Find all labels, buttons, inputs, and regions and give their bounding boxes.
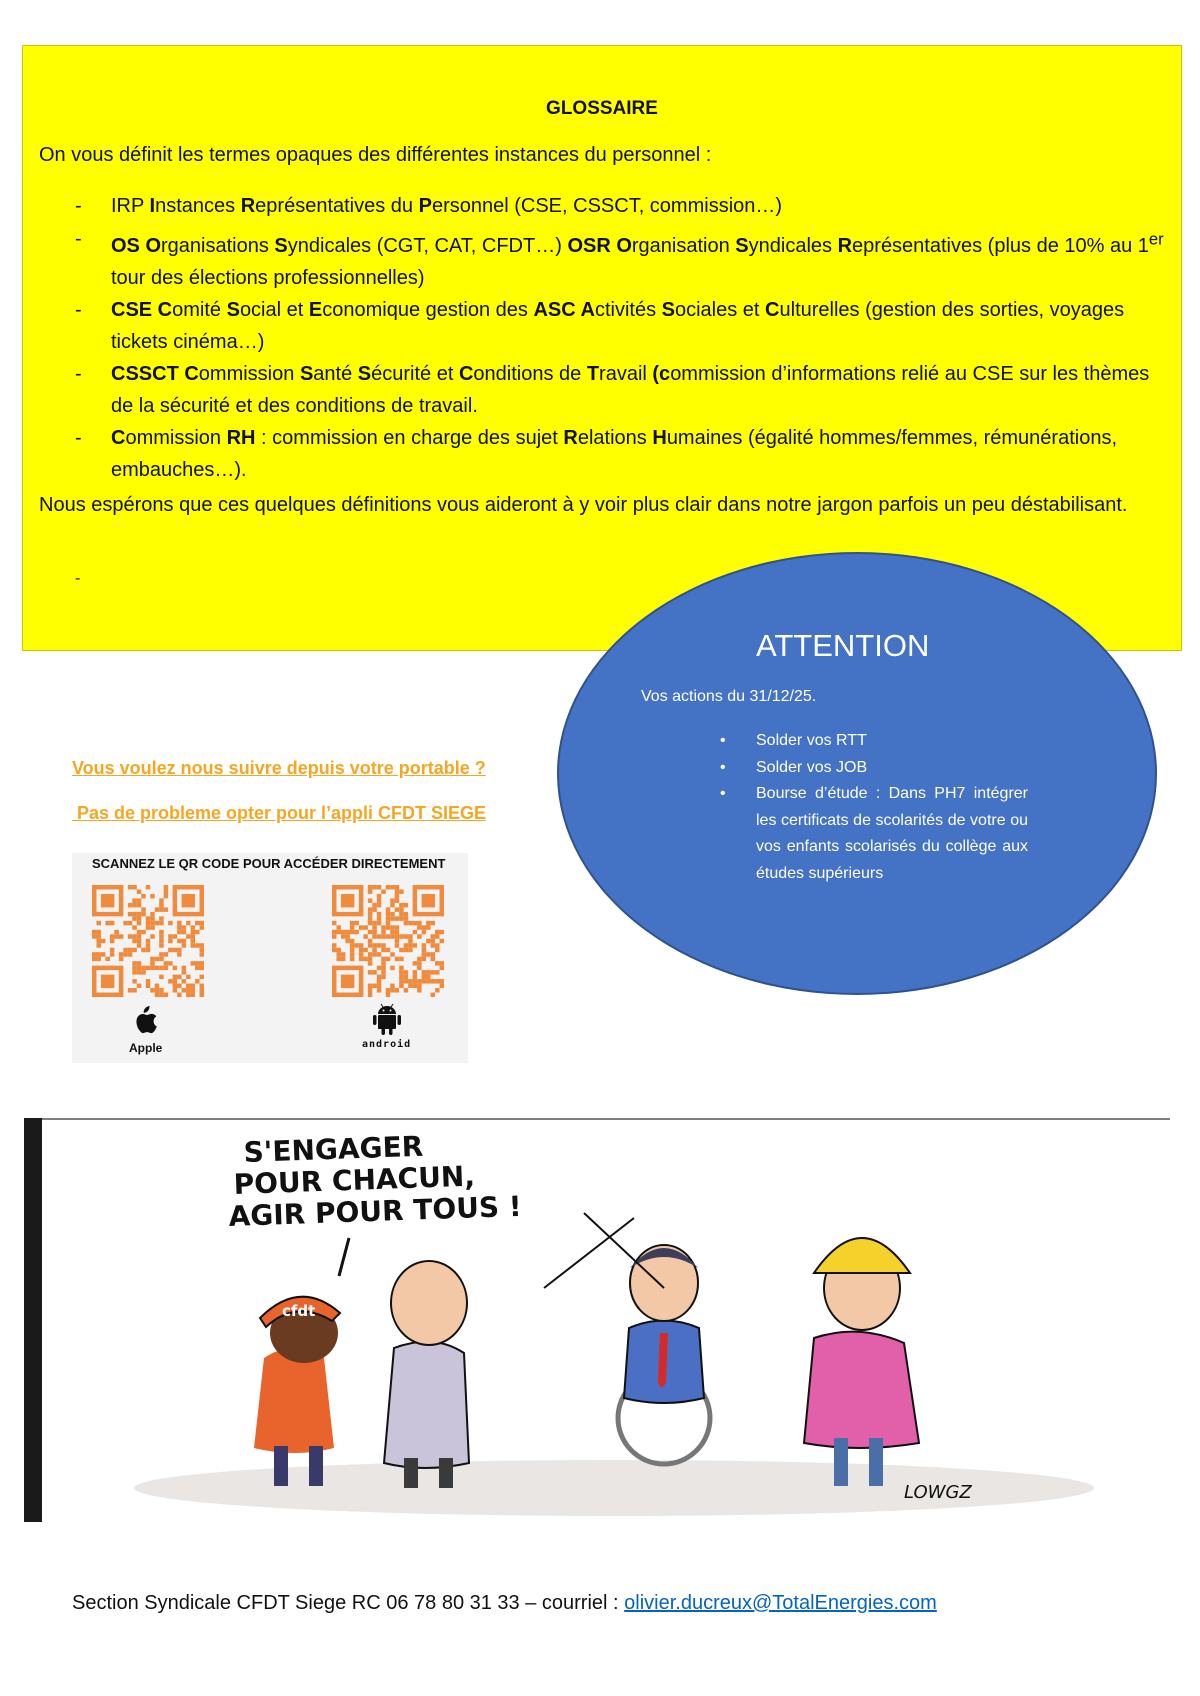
glossary-empty-bullet: - [75,570,81,587]
speech-line-1: S'ENGAGER [243,1129,424,1169]
android-icon [371,1003,403,1037]
character-hardhat-woman [804,1238,919,1486]
glossary-list [39,191,1169,487]
footer-text: Section Syndicale CFDT Siege RC 06 78 80 31 33 – courriel : [72,1592,625,1614]
glossary-item-text: IRP Instances Représentatives du Personnel (CSE, CSSCT, commission…) [111,195,783,217]
promo-link-app[interactable]: Pas de probleme opter pour l’appli CFDT SIEGE [72,803,487,823]
glossary-item-text: Commission RH : commission en charge des sujet Relations Humaines (égalité hommes/femmes, rémunérations, embauches…). [111,427,1117,481]
qr-code-apple[interactable] [92,885,204,997]
footer-email-link[interactable]: olivier.ducreux@TotalEnergies.com [624,1592,937,1614]
joined-hands-lines [544,1218,634,1288]
attention-title: ATTENTION [756,628,930,663]
glossary-intro: On vous définit les termes opaques des différentes instances du personnel : [39,144,712,166]
cap-text: cfdt [282,1302,316,1320]
glossary-item [39,423,1169,486]
apple-icon [129,1003,159,1037]
bullet-dash: - [75,195,82,217]
glossary-item-text: CSSCT Commission Santé Sécurité et Conditions de Travail (commission d’informations relié au CSE sur les thèmes de la sécurité et des conditions de travail. [111,363,1150,417]
promo-link-follow[interactable]: Vous voulez nous suivre depuis votre portable ? [72,758,486,778]
speech-line-3: AGIR POUR TOUS ! [228,1189,523,1233]
speech-tail [339,1238,349,1276]
character-elder-man [384,1261,469,1488]
character-wheelchair-man [618,1245,710,1464]
bullet-dash: - [75,363,82,386]
bullet-dash: - [75,299,82,322]
glossary-item [39,224,1169,295]
android-label: android [362,1039,412,1050]
qr-code-android[interactable] [332,885,444,997]
attention-subtitle: Vos actions du 31/12/25. [641,688,817,705]
cartoon-left-border [24,1118,42,1522]
glossary-outro: Nous espérons que ces quelques définitions vous aideront à y voir plus clair dans notre jargon parfois un peu déstabilisant. [39,494,1128,516]
glossary-box [22,45,1182,651]
artist-signature: LOWGZ [904,1482,972,1503]
glossary-title: GLOSSAIRE [546,98,658,119]
attention-item: • Solder vos JOB [720,755,1028,782]
bullet-dash: - [75,427,82,450]
glossary-item-text: OS Organisations Syndicales (CGT, CAT, CFDT…) OSR Organisation Syndicales Représentatives (plus de 10% au 1er tour des élections professionnelles) [111,229,1164,289]
bullet-dash: - [75,227,82,250]
attention-list [720,728,1028,887]
qr-heading: SCANNEZ LE QR CODE POUR ACCÉDER DIRECTEMENT [92,856,446,871]
footer [72,1592,937,1615]
cartoon-illustration [24,1118,1170,1522]
character-cfdt-man [254,1297,340,1486]
glossary-item [39,295,1169,358]
qr-card [72,853,468,1063]
attention-item: • Solder vos RTT [720,728,1028,755]
glossary-item [39,359,1169,422]
speech-line-2: POUR CHACUN, [233,1159,476,1201]
apple-label: Apple [129,1041,163,1055]
glossary-item [39,191,1169,223]
glossary-item-text: CSE Comité Social et Economique gestion des ASC Activités Sociales et Culturelles (gestion des sorties, voyages tickets cinéma…) [111,299,1125,353]
attention-item: • Bourse d’étude : Dans PH7 intégrer les certificats de scolarités de votre ou vos enfants scolarisés du collège aux études supérieurs [720,781,1028,887]
